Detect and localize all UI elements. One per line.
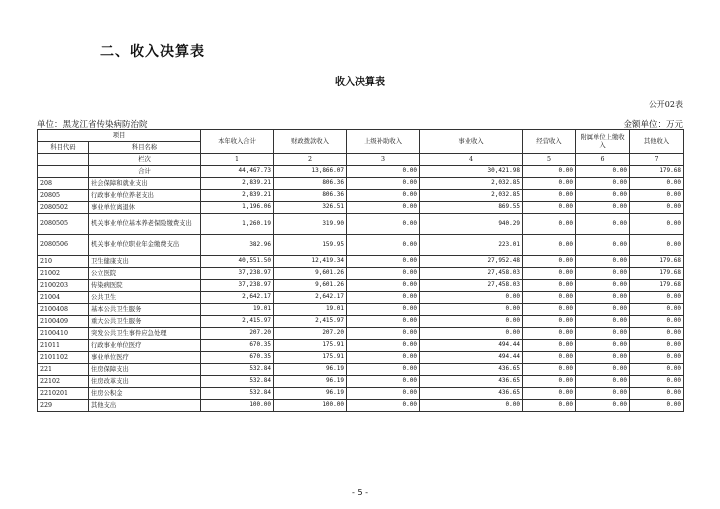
subject-name: 住房保障支出 xyxy=(89,364,201,376)
amount-cell: 0.00 xyxy=(630,292,684,304)
amount-cell: 806.36 xyxy=(274,190,347,202)
amount-cell: 0.00 xyxy=(420,304,523,316)
subject-code: 229 xyxy=(38,400,89,412)
amount-cell: 0.00 xyxy=(523,388,576,400)
subject-code: 21002 xyxy=(38,268,89,280)
subject-name: 传染病医院 xyxy=(89,280,201,292)
amount-cell: 0.00 xyxy=(630,304,684,316)
subject-name: 卫生健康支出 xyxy=(89,256,201,268)
amount-cell: 2,642.17 xyxy=(274,292,347,304)
amount-cell: 2,032.85 xyxy=(420,190,523,202)
unit-label: 单位：黑龙江省传染病防治院 xyxy=(37,120,148,130)
table-row xyxy=(38,316,684,328)
subject-name: 住房公积金 xyxy=(89,388,201,400)
amount-cell: 179.68 xyxy=(630,268,684,280)
total-value: 0.00 xyxy=(347,166,420,178)
amount-cell: 179.68 xyxy=(630,256,684,268)
amount-cell: 326.51 xyxy=(274,202,347,214)
amount-cell: 0.00 xyxy=(523,235,576,256)
column-number: 1 xyxy=(201,154,274,166)
amount-cell: 0.00 xyxy=(630,190,684,202)
amount-cell: 1,196.06 xyxy=(201,202,274,214)
amount-cell: 1,260.19 xyxy=(201,214,274,235)
subject-name: 机关事业单位职业年金缴费支出 xyxy=(89,235,201,256)
column-number: 5 xyxy=(523,154,576,166)
amount-cell: 0.00 xyxy=(523,400,576,412)
column-number: 4 xyxy=(420,154,523,166)
subject-code: 2101102 xyxy=(38,352,89,364)
amount-cell: 0.00 xyxy=(523,304,576,316)
subject-code: 2080505 xyxy=(38,214,89,235)
amount-cell: 0.00 xyxy=(576,316,630,328)
amount-cell: 0.00 xyxy=(576,388,630,400)
amount-cell: 37,238.97 xyxy=(201,280,274,292)
column-number: 7 xyxy=(630,154,684,166)
table-row xyxy=(38,352,684,364)
header-affiliated: 附属单位上缴收入 xyxy=(576,130,630,154)
amount-cell: 670.35 xyxy=(201,352,274,364)
amount-cell: 0.00 xyxy=(576,376,630,388)
subject-code: 2100408 xyxy=(38,304,89,316)
amount-cell: 37,238.97 xyxy=(201,268,274,280)
amount-cell: 0.00 xyxy=(523,364,576,376)
amount-cell: 532.84 xyxy=(201,376,274,388)
amount-cell: 96.19 xyxy=(274,388,347,400)
table-row xyxy=(38,328,684,340)
amount-cell: 2,839.21 xyxy=(201,190,274,202)
amount-cell: 19.01 xyxy=(274,304,347,316)
amount-cell: 159.95 xyxy=(274,235,347,256)
amount-cell: 532.84 xyxy=(201,388,274,400)
column-number: 6 xyxy=(576,154,630,166)
header-item: 项目 xyxy=(38,130,201,142)
income-table xyxy=(37,129,684,412)
amount-cell: 0.00 xyxy=(523,352,576,364)
amount-cell: 0.00 xyxy=(576,352,630,364)
amount-cell: 0.00 xyxy=(576,292,630,304)
amount-cell: 382.96 xyxy=(201,235,274,256)
amount-cell: 27,458.03 xyxy=(420,280,523,292)
amount-cell: 0.00 xyxy=(576,280,630,292)
amount-cell: 0.00 xyxy=(630,376,684,388)
total-label: 合计 xyxy=(89,166,201,178)
total-value: 0.00 xyxy=(523,166,576,178)
amount-cell: 319.90 xyxy=(274,214,347,235)
amount-cell: 0.00 xyxy=(630,328,684,340)
amount-cell: 0.00 xyxy=(347,214,420,235)
subject-name: 行政事业单位养老支出 xyxy=(89,190,201,202)
subject-code: 2210201 xyxy=(38,388,89,400)
subject-name: 突发公共卫生事件应急处理 xyxy=(89,328,201,340)
amount-cell: 0.00 xyxy=(576,214,630,235)
column-row-label: 栏次 xyxy=(89,154,201,166)
total-value: 13,866.07 xyxy=(274,166,347,178)
subject-name: 住房改革支出 xyxy=(89,376,201,388)
column-number: 3 xyxy=(347,154,420,166)
table-row xyxy=(38,388,684,400)
amount-cell: 0.00 xyxy=(630,214,684,235)
amount-cell: 27,952.48 xyxy=(420,256,523,268)
table-row xyxy=(38,256,684,268)
header-name: 科目名称 xyxy=(89,142,201,154)
amount-cell: 869.55 xyxy=(420,202,523,214)
total-value: 179.68 xyxy=(630,166,684,178)
table-row xyxy=(38,235,684,256)
subject-name: 机关事业单位基本养老保险缴费支出 xyxy=(89,214,201,235)
amount-cell: 207.20 xyxy=(274,328,347,340)
amount-cell: 0.00 xyxy=(420,400,523,412)
table-row xyxy=(38,202,684,214)
amount-cell: 0.00 xyxy=(347,316,420,328)
table-row xyxy=(38,190,684,202)
amount-cell: 0.00 xyxy=(523,214,576,235)
amount-cell: 0.00 xyxy=(523,202,576,214)
amount-cell: 940.29 xyxy=(420,214,523,235)
header-other: 其他收入 xyxy=(630,130,684,154)
amount-cell: 0.00 xyxy=(630,388,684,400)
amount-cell: 0.00 xyxy=(347,400,420,412)
amount-cell: 175.91 xyxy=(274,340,347,352)
amount-cell: 9,601.26 xyxy=(274,268,347,280)
total-value: 44,467.73 xyxy=(201,166,274,178)
table-row xyxy=(38,340,684,352)
header-superior: 上级补助收入 xyxy=(347,130,420,154)
amount-cell: 96.19 xyxy=(274,376,347,388)
amount-cell: 0.00 xyxy=(576,256,630,268)
subject-code: 210 xyxy=(38,256,89,268)
amount-cell: 532.84 xyxy=(201,364,274,376)
subject-name: 基本公共卫生服务 xyxy=(89,304,201,316)
amount-cell: 0.00 xyxy=(523,256,576,268)
amount-cell: 0.00 xyxy=(576,190,630,202)
amount-cell: 2,415.97 xyxy=(274,316,347,328)
table-body xyxy=(38,130,684,412)
amount-cell: 0.00 xyxy=(420,328,523,340)
amount-cell: 0.00 xyxy=(347,352,420,364)
amount-unit-label: 金额单位：万元 xyxy=(623,120,683,130)
subject-code: 21004 xyxy=(38,292,89,304)
amount-cell: 0.00 xyxy=(523,190,576,202)
amount-cell: 0.00 xyxy=(347,256,420,268)
amount-cell: 2,415.97 xyxy=(201,316,274,328)
amount-cell: 0.00 xyxy=(630,400,684,412)
amount-cell: 494.44 xyxy=(420,340,523,352)
total-row xyxy=(38,166,684,178)
amount-cell: 0.00 xyxy=(347,202,420,214)
subject-code: 20805 xyxy=(38,190,89,202)
amount-cell: 0.00 xyxy=(347,340,420,352)
amount-cell: 0.00 xyxy=(523,268,576,280)
amount-cell: 9,601.26 xyxy=(274,280,347,292)
column-number: 2 xyxy=(274,154,347,166)
amount-cell: 436.65 xyxy=(420,388,523,400)
amount-cell: 0.00 xyxy=(576,304,630,316)
amount-cell: 0.00 xyxy=(630,178,684,190)
subject-name: 事业单位离退休 xyxy=(89,202,201,214)
table-row xyxy=(38,400,684,412)
header-row xyxy=(38,130,684,142)
amount-cell: 0.00 xyxy=(630,235,684,256)
amount-cell: 0.00 xyxy=(630,352,684,364)
subject-code: 22102 xyxy=(38,376,89,388)
subject-code: 2080502 xyxy=(38,202,89,214)
amount-cell: 0.00 xyxy=(630,364,684,376)
empty-cell xyxy=(38,154,89,166)
amount-cell: 27,458.03 xyxy=(420,268,523,280)
table-row xyxy=(38,178,684,190)
amount-cell: 0.00 xyxy=(630,202,684,214)
table-row xyxy=(38,364,684,376)
amount-cell: 0.00 xyxy=(576,340,630,352)
page-number: - 5 - xyxy=(352,488,368,497)
table-row xyxy=(38,268,684,280)
total-value: 30,421.98 xyxy=(420,166,523,178)
amount-cell: 2,032.85 xyxy=(420,178,523,190)
amount-cell: 436.65 xyxy=(420,376,523,388)
subject-name: 重大公共卫生服务 xyxy=(89,316,201,328)
column-number-row xyxy=(38,154,684,166)
amount-cell: 12,419.34 xyxy=(274,256,347,268)
subject-name: 其他支出 xyxy=(89,400,201,412)
amount-cell: 0.00 xyxy=(523,292,576,304)
amount-cell: 0.00 xyxy=(347,292,420,304)
subject-code: 21011 xyxy=(38,340,89,352)
subject-code: 2080506 xyxy=(38,235,89,256)
amount-cell: 179.68 xyxy=(630,280,684,292)
amount-cell: 2,642.17 xyxy=(201,292,274,304)
amount-cell: 0.00 xyxy=(630,316,684,328)
amount-cell: 0.00 xyxy=(420,316,523,328)
amount-cell: 0.00 xyxy=(347,388,420,400)
header-code: 科目代码 xyxy=(38,142,89,154)
subject-name: 行政事业单位医疗 xyxy=(89,340,201,352)
header-fiscal: 财政拨款收入 xyxy=(274,130,347,154)
amount-cell: 0.00 xyxy=(576,178,630,190)
amount-cell: 96.19 xyxy=(274,364,347,376)
table-title: 收入决算表 xyxy=(335,77,385,88)
subject-name: 社会保障和就业支出 xyxy=(89,178,201,190)
amount-cell: 0.00 xyxy=(523,376,576,388)
amount-cell: 0.00 xyxy=(523,316,576,328)
amount-cell: 0.00 xyxy=(630,340,684,352)
amount-cell: 0.00 xyxy=(576,328,630,340)
amount-cell: 0.00 xyxy=(347,235,420,256)
amount-cell: 0.00 xyxy=(347,304,420,316)
amount-cell: 0.00 xyxy=(576,400,630,412)
table-row xyxy=(38,292,684,304)
total-value: 0.00 xyxy=(576,166,630,178)
subject-name: 事业单位医疗 xyxy=(89,352,201,364)
header-total: 本年收入合计 xyxy=(201,130,274,154)
amount-cell: 806.36 xyxy=(274,178,347,190)
amount-cell: 0.00 xyxy=(347,376,420,388)
subject-code: 208 xyxy=(38,178,89,190)
amount-cell: 207.20 xyxy=(201,328,274,340)
table-row xyxy=(38,304,684,316)
amount-cell: 0.00 xyxy=(347,190,420,202)
empty-cell xyxy=(38,166,89,178)
subject-code: 221 xyxy=(38,364,89,376)
section-title: 二、收入决算表 xyxy=(100,44,205,60)
amount-cell: 175.91 xyxy=(274,352,347,364)
amount-cell: 0.00 xyxy=(523,328,576,340)
subject-code: 2100203 xyxy=(38,280,89,292)
amount-cell: 494.44 xyxy=(420,352,523,364)
amount-cell: 0.00 xyxy=(576,364,630,376)
subject-code: 2100410 xyxy=(38,328,89,340)
amount-cell: 0.00 xyxy=(347,280,420,292)
amount-cell: 0.00 xyxy=(347,364,420,376)
subject-name: 公共卫生 xyxy=(89,292,201,304)
header-operating: 经营收入 xyxy=(523,130,576,154)
amount-cell: 0.00 xyxy=(576,268,630,280)
amount-cell: 0.00 xyxy=(523,280,576,292)
amount-cell: 100.00 xyxy=(274,400,347,412)
table-row xyxy=(38,376,684,388)
subject-name: 公立医院 xyxy=(89,268,201,280)
amount-cell: 223.01 xyxy=(420,235,523,256)
amount-cell: 0.00 xyxy=(347,268,420,280)
subject-code: 2100409 xyxy=(38,316,89,328)
form-code: 公开02表 xyxy=(648,100,683,109)
table-row xyxy=(38,280,684,292)
amount-cell: 670.35 xyxy=(201,340,274,352)
amount-cell: 0.00 xyxy=(420,292,523,304)
amount-cell: 0.00 xyxy=(347,178,420,190)
amount-cell: 2,839.21 xyxy=(201,178,274,190)
amount-cell: 0.00 xyxy=(523,178,576,190)
amount-cell: 436.65 xyxy=(420,364,523,376)
amount-cell: 100.00 xyxy=(201,400,274,412)
amount-cell: 40,551.50 xyxy=(201,256,274,268)
amount-cell: 0.00 xyxy=(523,340,576,352)
amount-cell: 19.01 xyxy=(201,304,274,316)
table-row xyxy=(38,214,684,235)
amount-cell: 0.00 xyxy=(576,235,630,256)
amount-cell: 0.00 xyxy=(347,328,420,340)
header-business: 事业收入 xyxy=(420,130,523,154)
amount-cell: 0.00 xyxy=(576,202,630,214)
